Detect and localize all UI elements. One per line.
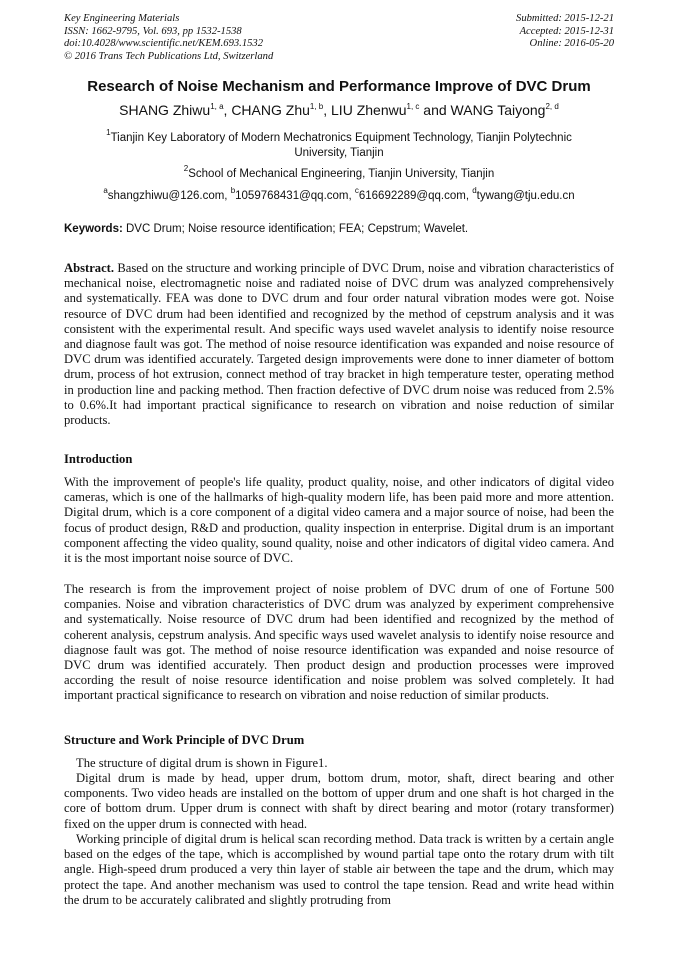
dates-header (516, 13, 614, 51)
author-superscript: 1, a (210, 102, 224, 111)
author-superscript: 1, c (406, 102, 420, 111)
email-address[interactable]: tywang@tju.edu.cn (476, 190, 575, 202)
author-list (20, 101, 658, 119)
author-name: CHANG Zhu (231, 102, 310, 118)
journal-name: Key Engineering Materials (64, 13, 180, 24)
author-emails (20, 186, 658, 204)
abstract-label: Abstract. (64, 261, 115, 275)
online-date: Online: 2016-05-20 (529, 38, 614, 49)
email-address[interactable]: 616692289@qq.com, (358, 190, 473, 202)
author-separator: , (223, 102, 232, 118)
author-name: LIU Zhenwu (331, 102, 407, 118)
affiliation-mark: 1 (106, 128, 111, 137)
journal-issn: ISSN: 1662-9795, Vol. 693, pp 1532-1538 (64, 25, 242, 37)
journal-doi[interactable]: doi:10.4028/www.scientific.net/KEM.693.1532 (64, 38, 264, 49)
email-mark: d (472, 186, 477, 195)
author-separator: , (323, 102, 332, 118)
structure-paragraph-3: Working principle of digital drum is helical scan recording method. Data track is written by a certain angle based on the edges of the tape, which is accomplished by wound partial tape onto the rotary drum with tilt angle. High-speed drum produced a very thin layer of stable air between the tape and the drum, which may protect the tape. And another mechanism was used to control the tape tension. Read and write head within the drum to be accurately calibrated and slightly protruding from (64, 832, 614, 907)
journal-header (64, 13, 273, 63)
author-separator: and (419, 102, 451, 118)
paper-title: Research of Noise Mechanism and Performance Improve of DVC Drum (87, 78, 591, 95)
copyright-notice: © 2016 Trans Tech Publications Ltd, Switzerland (64, 50, 274, 62)
affiliation-text: School of Mechanical Engineering, Tianjin University, Tianjin (188, 168, 495, 180)
email-address[interactable]: shangzhiwu@126.com, (107, 190, 231, 202)
structure-heading: Structure and Work Principle of DVC Drum (64, 733, 305, 747)
introduction-paragraph-2: The research is from the improvement project of noise problem of DVC drum of one of Fortune 500 companies. Noise and vibration characteristics of DVC drum was analyzed by experiment comprehensive and systematically. Noise resource of DVC drum had been identified and recognized by the method of coherent analysis, cepstrum analysis. And specific ways used wavelet analysis to identify noise resource and diagnose fault was got. The method of noise resource identification was expanded and noise resource of DVC drum was identified accurately. Then product design and production processes were improved according the result of noise resource identification and noise problem was solved completely. It had important practical significance to research on vibration and noise reduction of similar products. (64, 582, 614, 703)
introduction-paragraph-1: With the improvement of people's life quality, product quality, noise, and other indicators of digital video cameras, which is one of the hallmarks of high-quality modern life, has been paid more and more attention. Digital drum, which is a core component of a digital video camera and a major source of noise, had been the focus of product design, R&D and production, quality inspection in enterprise. Digital drum is an important component affecting the video quality, sound quality, noise and other indicators of digital video camera. And it is the most important noise source of DVC. (64, 475, 614, 566)
email-mark: a (103, 186, 108, 195)
affiliation-mark: 2 (183, 164, 189, 173)
structure-paragraph-1: The structure of digital drum is shown in Figure1. (76, 756, 328, 770)
keywords (64, 222, 624, 237)
email-address[interactable]: 1059768431@qq.com, (235, 190, 355, 202)
submitted-date: Submitted: 2015-12-21 (516, 13, 614, 24)
author-superscript: 2, d (545, 102, 559, 111)
email-mark: c (354, 186, 359, 195)
structure-paragraph-2: Digital drum is made by head, upper drum, bottom drum, motor, shaft, direct bearing and other components. Two video heads are installed on the bottom of upper drum and one shaft is hot charged in the core of bottom drum. Upper drum is connect with shaft by direct bearing and motor (rotary transformer) fixed on the upper drum is connected with head. (64, 771, 614, 831)
affiliation-text: Tianjin Key Laboratory of Modern Mechatronics Equipment Technology, Tianjin Polytechnic University, Tianjin (110, 132, 572, 159)
introduction-heading: Introduction (64, 452, 133, 466)
keywords-text: DVC Drum; Noise resource identification; FEA; Cepstrum; Wavelet. (122, 223, 469, 235)
abstract-text: Based on the structure and working principle of DVC Drum, noise and vibration characteristics of mechanical noise, electromagnetic noise and radiated noise of DVC drum was analyzed comprehensively and systematically. FEA was done to DVC drum and four order natural vibration modes were got. Noise resource of DVC drum had been identified and recognized by the method of cepstrum analysis and it was consistent with the experimental result. And specific ways used wavelet analysis to identify noise resource and diagnose fault was got. The method of noise resource identification was expanded and noise resource of DVC drum was identified accurately. Targeted design improvements were done to inner diameter of bottom drum, process of hot extrusion, connect method of tray bracket in high temperature tester, operating method in production line and packing method. Then fraction defective of DVC drum noise was reduced from 2.5% to 0.6%.It had important practical significance to research on vibration and noise reduction of similar products. (64, 261, 614, 428)
affiliation-2 (20, 164, 658, 182)
email-mark: b (230, 186, 236, 195)
accepted-date: Accepted: 2015-12-31 (519, 25, 614, 37)
author-name: WANG Taiyong (450, 102, 546, 118)
keywords-label: Keywords: (64, 223, 123, 235)
abstract (64, 261, 614, 428)
affiliation-1 (80, 128, 598, 161)
author-name: SHANG Zhiwu (119, 102, 211, 118)
author-superscript: 1, b (309, 102, 324, 111)
